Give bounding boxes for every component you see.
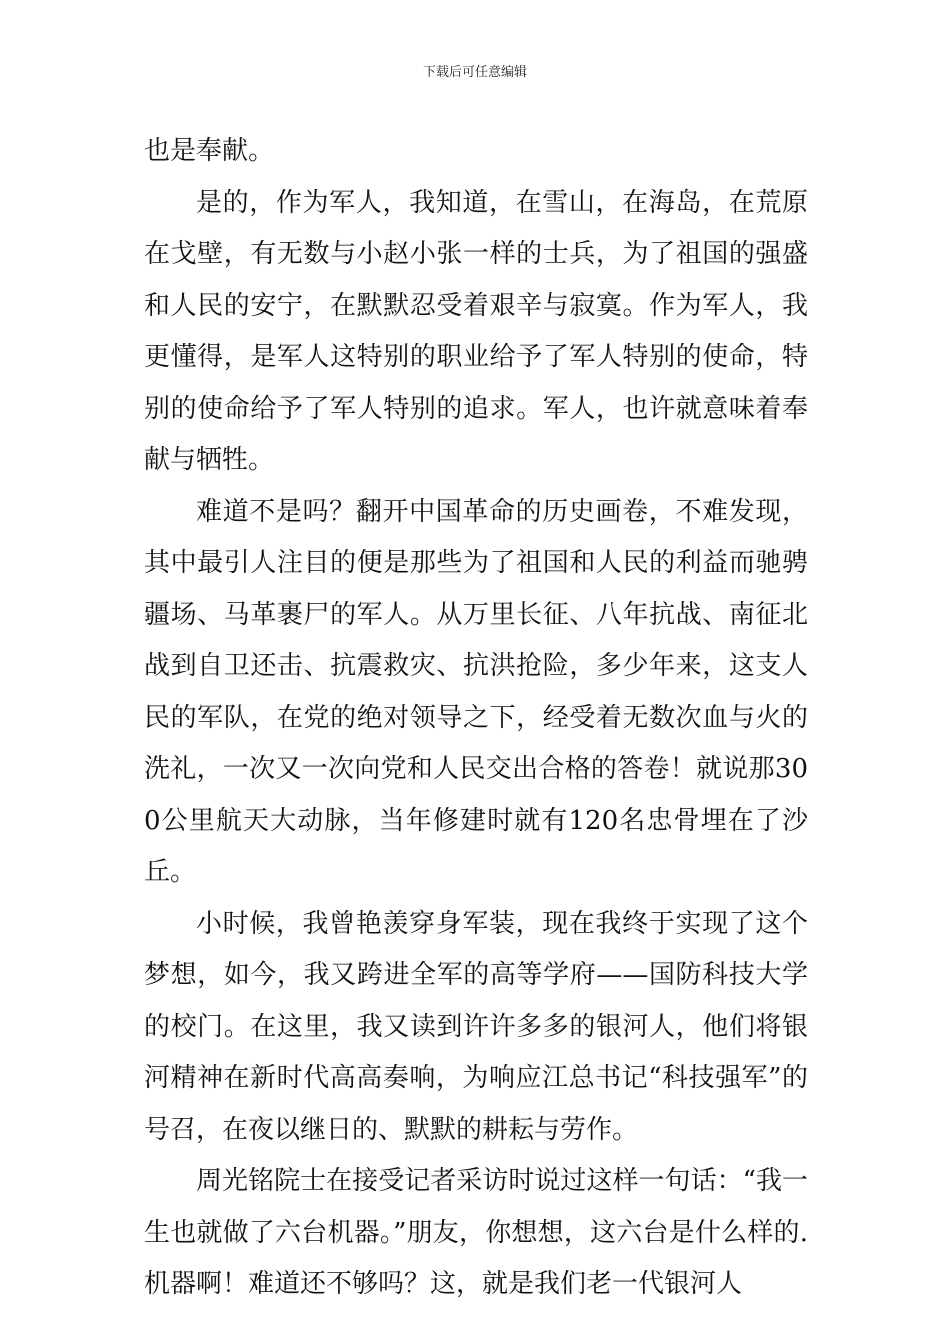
paragraph-4: 小时候，我曾艳羡穿身军装，现在我终于实现了这个梦想，如今，我又跨进全军的高等学府——国防科技大学的校门。在这里，我又读到许许多多的银河人，他们将银河精神在新时代高高奏响，为响应江总书记“科技强军”的号召，在夜以继日的、默默的耕耘与劳作。: [144, 908, 808, 1145]
document-body: [144, 126, 808, 1311]
paragraph-5: 周光铭院士在接受记者采访时说过这样一句话：“我一生也就做了六台机器。”朋友，你想想，这六台是什么样的.机器啊！难道还不够吗？这，就是我们老一代银河人: [144, 1166, 808, 1299]
paragraph-1: 也是奉献。: [144, 136, 275, 166]
page-header: 下载后可任意编辑: [422, 65, 527, 80]
paragraph-3: 难道不是吗？翻开中国革命的历史画卷，不难发现，其中最引人注目的便是那些为了祖国和人民的利益而驰骋疆场、马革裹尸的军人。从万里长征、八年抗战、南征北战到自卫还击、抗震救灾、抗洪抢险，多少年来，这支人民的军队，在党的绝对领导之下，经受着无数次血与火的洗礼，一次又一次向党和人民交出合格的答卷！就说那300公里航天大动脉，当年修建时就有120名忠骨埋在了沙丘。: [144, 496, 808, 887]
paragraph-2: 是的，作为军人，我知道，在雪山，在海岛，在荒原在戈壁，有无数与小赵小张一样的士兵，为了祖国的强盛和人民的安宁，在默默忍受着艰辛与寂寞。作为军人，我更懂得，是军人这特别的职业给予了军人特别的使命，特别的使命给予了军人特别的追求。军人，也许就意味着奉献与牺牲。: [144, 187, 808, 475]
